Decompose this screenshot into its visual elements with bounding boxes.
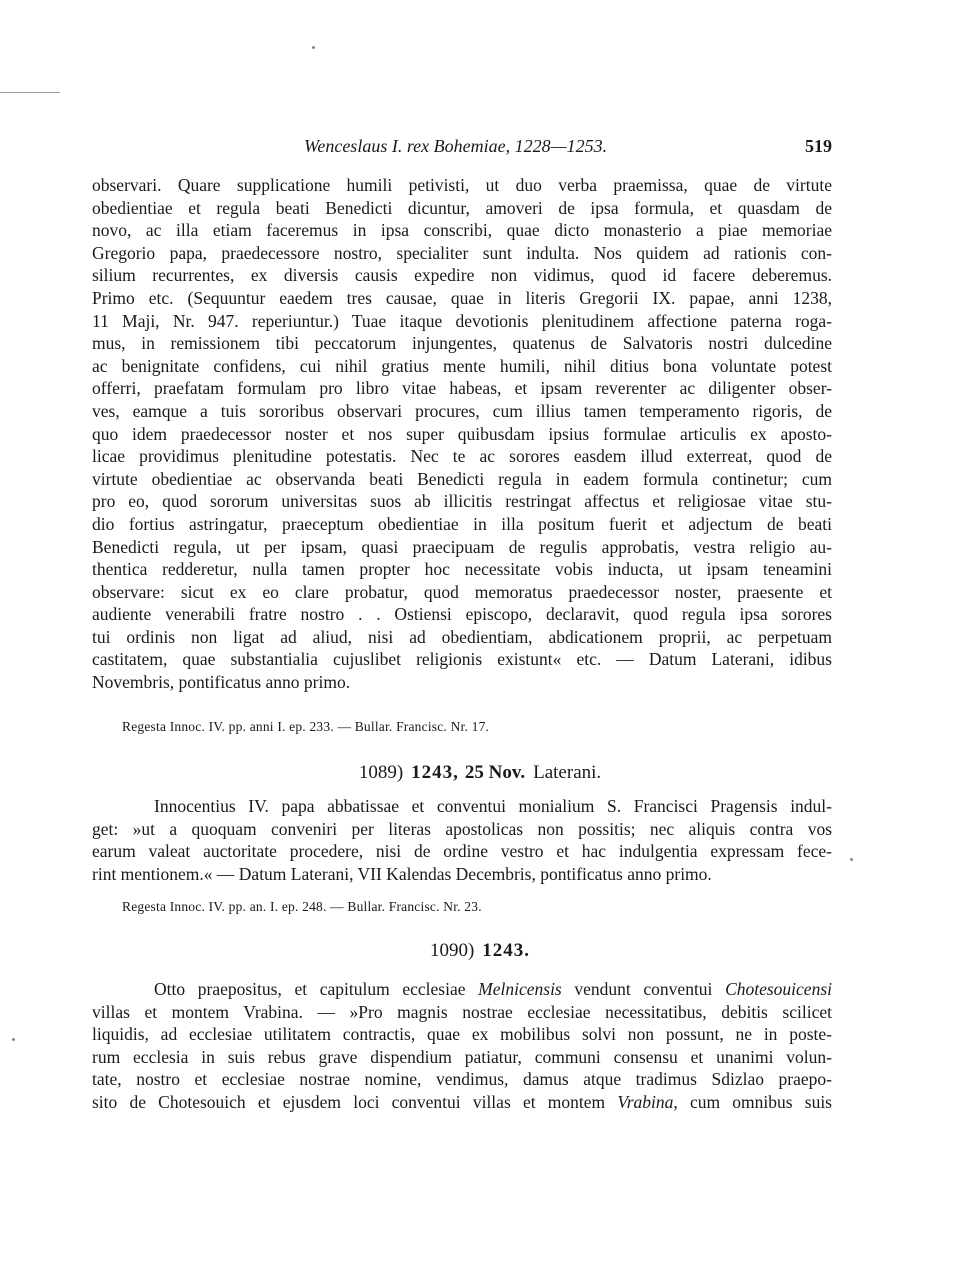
text-line: audiente venerabili fratre nostro . . Ostiensi episcopo, declaravit, quod regula ipsa sorores: [92, 604, 832, 625]
text-run: Otto praepositus, et capitulum ecclesiae: [154, 979, 479, 999]
text-line: Gregorio papa, praedecessore nostro, specialiter sunt indulta. Nos quidem ad rationis con-: [92, 242, 832, 263]
speck: [12, 1038, 15, 1041]
document-year: 1243.: [482, 940, 531, 961]
document-heading-1090: [0, 940, 960, 962]
page-number: 519: [805, 136, 832, 156]
regesta-citation: Regesta Innoc. IV. pp. an. I. ep. 248. — Bullar. Francisc. Nr. 23.: [122, 899, 482, 914]
speck: [850, 858, 853, 861]
place-name: Melnicensis: [478, 979, 562, 999]
text-line: [92, 1091, 832, 1114]
text-run: , cum omnibus suis: [673, 1091, 832, 1112]
text-line: quo idem praedecessor noster et nos super quibusdam ipsius formulae articulis ex aposto-: [92, 423, 832, 444]
text-line: rum ecclesia in suis rebus grave dispendium patiatur, communi consensu et unanimi volun-: [92, 1046, 832, 1067]
text-run: vendunt conventui: [561, 979, 726, 999]
doc1089-text: [92, 795, 832, 885]
text-line: mus, in remissionem tibi peccatorum injungentes, quatenus de Salvatoris nostri dulcedine: [92, 333, 832, 354]
text-run: sito de Chotesouich et ejusdem loci conventui villas et montem: [92, 1091, 618, 1112]
text-line: obedientiae et regula beati Benedicti dicuntur, amoveri de ipsa formula, et quasdam de: [92, 197, 832, 218]
text-line: earum valeat auctoritate procedere, nisi de ordine vestro et hac indulgentia expressam fece-: [92, 841, 832, 862]
text-line: Primo etc. (Sequuntur eaedem tres causae, quae in literis Gregorii IX. papae, anni 1238,: [92, 287, 832, 308]
speck: [312, 46, 315, 49]
regesta-citation: Regesta Innoc. IV. pp. anni I. ep. 233. — Bullar. Francisc. Nr. 17.: [122, 719, 490, 734]
document-number: 1090): [429, 940, 475, 961]
text-line: thentica redderetur, nulla tamen propter hoc necessitate vobis inducta, ut ipsam teneamini: [92, 559, 832, 580]
text-line: castitatem, quae substantialia cujuslibet religionis existunt« etc. — Datum Laterani, idibus: [92, 649, 832, 670]
text-line: Novembris, pontificatus anno primo.: [92, 672, 351, 693]
text-line: dio fortius astringatur, praeceptum obedientiae in illa positum fuerit et adjectum de beati: [92, 513, 832, 534]
text-line: observare: sicut ex eo clare probatur, quod memoratus praedecessor noster, praesente et: [92, 581, 832, 602]
document-date: 25 Nov.: [464, 762, 526, 783]
text-line: Innocentius IV. papa abbatissae et conventui monialium S. Francisci Pragensis indul-: [154, 796, 832, 816]
text-line: [92, 978, 832, 1001]
text-line: tate, nostro et ecclesiae nostrae nomine, vendimus, damus atque tradimus Sdizlao praepo-: [92, 1069, 832, 1090]
text-line: ves, eamque a tuis sororibus observari procures, cum illius tamen temperamento rigoris, de: [92, 400, 832, 421]
document-year: 1243,: [411, 762, 459, 783]
text-line: villas et montem Vrabina. — »Pro magnis nostrae ecclesiae necessitatibus, debitis scilicet: [92, 1001, 832, 1022]
text-line: novo, ac illa etiam faceremus in ipsa conscribi, quae dicto monasterio a piae memoriae: [92, 220, 832, 241]
text-line: get: »ut a quoquam conveniri per literas apostolicas non possitis; nec aliquis contra vos: [92, 818, 832, 839]
document-heading-1089: [0, 762, 960, 784]
document-place: Laterani.: [533, 762, 602, 783]
document-number: 1089): [358, 762, 404, 783]
text-line: Benedicti regula, ut per ipsam, quasi praecipuam de regulis approbatis, vestra religio au-: [92, 536, 832, 557]
text-line: liquidis, ad ecclesiae utilitatem contractis, quae ex mobilibus solvi non possunt, ne in poste-: [92, 1024, 832, 1045]
section1-text: [92, 174, 832, 694]
page-header: [92, 136, 832, 160]
text-line: offerri, praefatam formulam pro libro vitae habeas, et ipsam reverenter ac diligenter obser-: [92, 378, 832, 399]
running-title: Wenceslaus I. rex Bohemiae, 1228—1253.: [304, 136, 608, 156]
text-line: virtute obedientiae ac observanda beati Benedicti regula in eadem formula continetur; cum: [92, 468, 832, 489]
text-line: ac benignitate confidens, cui nihil gratius mente humili, nihil ditius bona voluntate potest: [92, 355, 832, 376]
text-line: silium recurrentes, ex diversis causis expedire non vidimus, quod id facere deberemus.: [92, 265, 832, 286]
scan-edge-mark: [0, 92, 60, 93]
text-line: observari. Quare supplicatione humili petivisti, ut duo verba praemissa, quae de virtute: [92, 175, 832, 195]
place-name: Chotesouicensi: [725, 979, 832, 999]
doc1090-text: [92, 978, 832, 1114]
place-name: Vrabina: [617, 1091, 674, 1112]
text-line: 11 Maji, Nr. 947. reperiuntur.) Tuae itaque devotionis plenitudinem affectione paterna roga-: [92, 310, 832, 331]
text-line: pro eo, quod sororum universitas suos ab illicitis restringat affectus et religiosae vitae stu-: [92, 491, 832, 512]
text-line: rint mentionem.« — Datum Laterani, VII Kalendas Decembris, pontificatus anno primo.: [92, 863, 712, 884]
text-line: tui ordinis non ligat ad aliud, nisi ad obedientiam, abdicationem proprii, ac perpetuam: [92, 626, 832, 647]
text-line: licae providimus plenitudine potestatis. Nec te ac sorores easdem illud exterreat, quod de: [92, 446, 832, 467]
